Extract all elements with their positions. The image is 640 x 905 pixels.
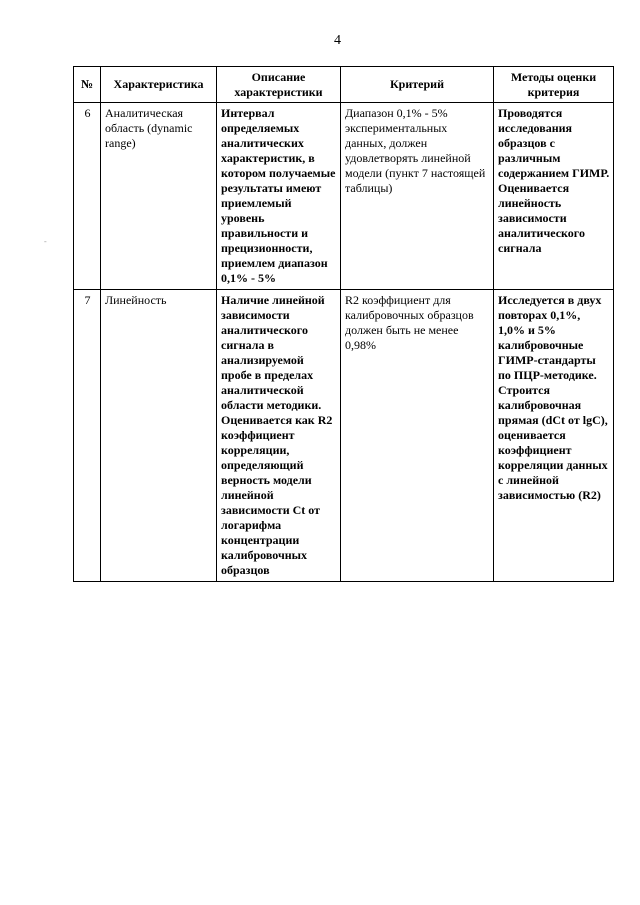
row-number: 6 [74, 103, 101, 290]
table-header-row [74, 67, 614, 103]
row-methods: Проводятся исследования образцов с различным содержанием ГИМР. Оценивается линейность зависимости аналитического сигнала [494, 103, 614, 290]
header-description: Описание характеристики [217, 67, 341, 103]
header-criterion: Критерий [341, 67, 494, 103]
criteria-table [73, 66, 614, 582]
header-methods: Методы оценки критерия [494, 67, 614, 103]
row-methods: Исследуется в двух повторах 0,1%, 1,0% и 5% калибровочные ГИМР-стандарты по ПЦР-методике. Строится калибровочная прямая (dCt от lgC), оценивается коэффициент корреляции данных с линейной зависимостью (R2) [494, 290, 614, 582]
row-characteristic: Аналитическая область (dynamic range) [101, 103, 217, 290]
table-row [74, 103, 614, 290]
row-description: Интервал определяемых аналитических характеристик, в котором получаемые результаты имеют приемлемый уровень правильности и прецизионности, приемлем диапазон 0,1% - 5% [217, 103, 341, 290]
header-characteristic: Характеристика [101, 67, 217, 103]
margin-mark: - [44, 237, 47, 246]
row-number: 7 [74, 290, 101, 582]
header-number: № [74, 67, 101, 103]
row-criterion: Диапазон 0,1% - 5% экспериментальных данных, должен удовлетворять линейной модели (пункт 7 настоящей таблицы) [341, 103, 494, 290]
table-row [74, 290, 614, 582]
row-criterion: R2 коэффициент для калибровочных образцов должен быть не менее 0,98% [341, 290, 494, 582]
row-description: Наличие линейной зависимости аналитического сигнала в анализируемой пробе в пределах аналитической области методики. Оценивается как R2 коэффициент корреляции, определяющий верность модели линейной зависимости Ct от логарифма концентрации калибровочных образцов [217, 290, 341, 582]
page-number: 4 [334, 33, 341, 48]
row-characteristic: Линейность [101, 290, 217, 582]
